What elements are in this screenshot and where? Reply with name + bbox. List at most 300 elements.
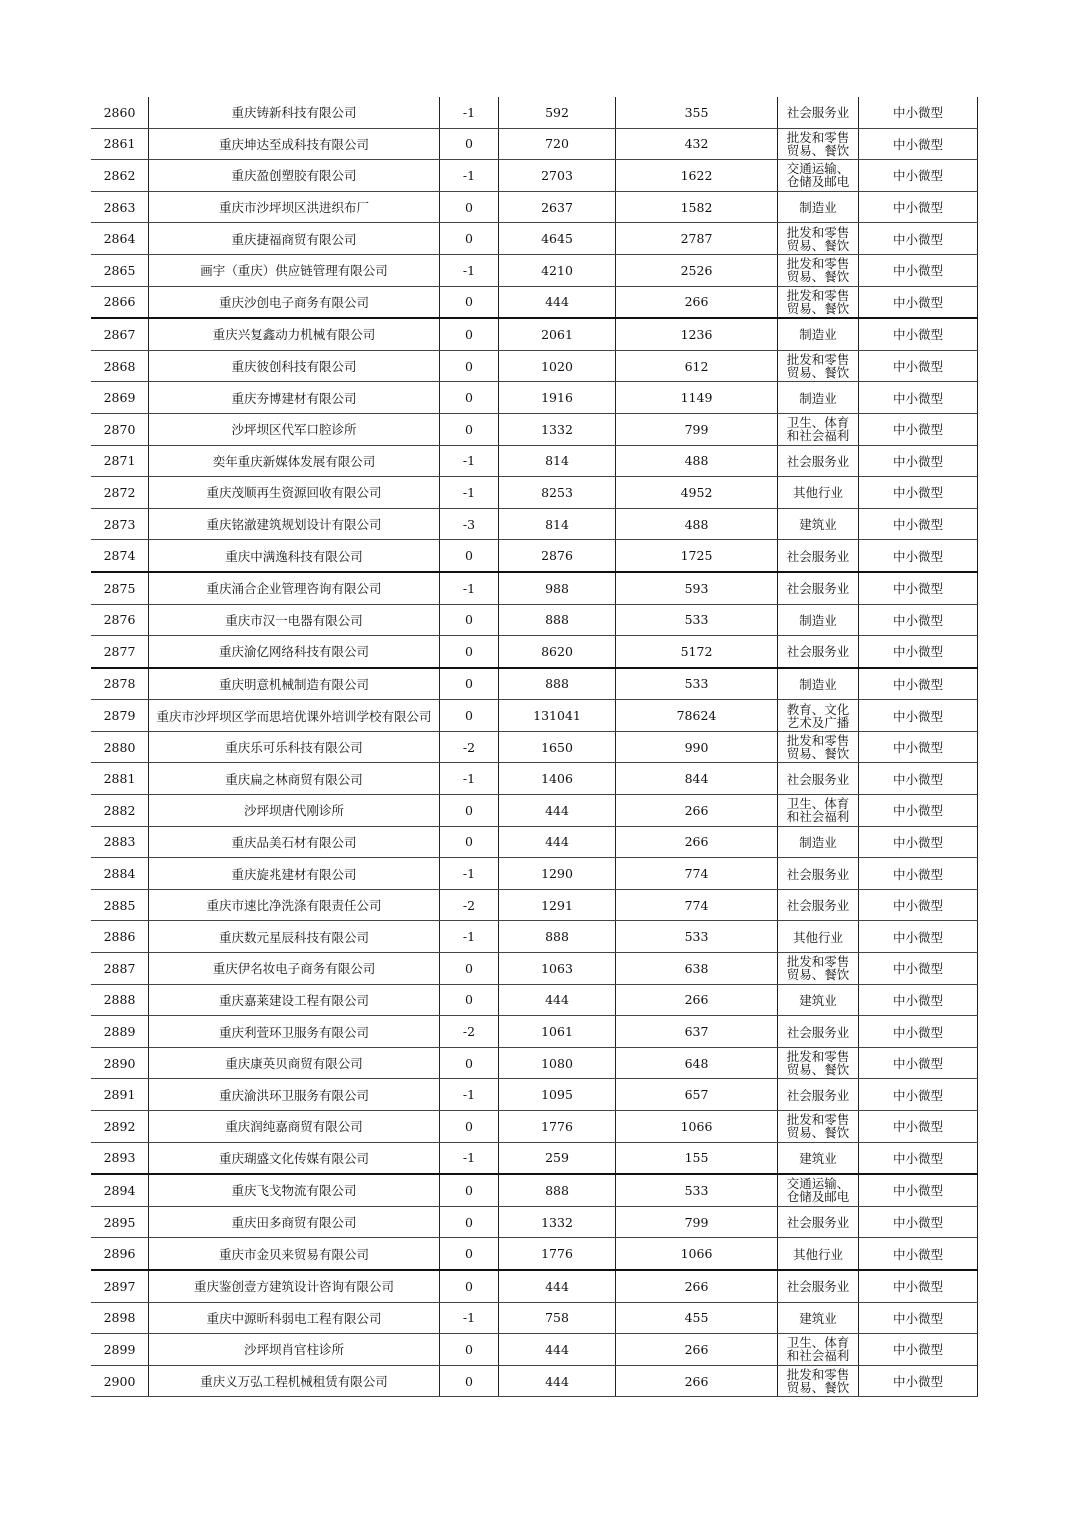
change-value	[440, 795, 499, 827]
size-cell-text: 中小微型	[892, 105, 943, 121]
value-a-text: 814	[545, 453, 569, 469]
industry-cell-text: 社会服务业	[786, 581, 850, 597]
table-row	[91, 97, 978, 128]
row-number	[91, 889, 149, 921]
industry-cell	[778, 254, 859, 286]
size-cell-text: 中小微型	[892, 327, 943, 343]
change-value-text: 0	[465, 1373, 473, 1389]
table-row	[91, 508, 978, 540]
value-a-text: 1020	[541, 358, 573, 374]
size-cell	[859, 731, 978, 763]
size-cell	[859, 382, 978, 414]
change-value-text: 0	[465, 326, 473, 342]
company-name-text: 重庆夯博建材有限公司	[231, 390, 357, 406]
size-cell-text: 中小微型	[892, 771, 943, 787]
row-number-text: 2881	[103, 771, 136, 787]
size-cell-text: 中小微型	[892, 453, 943, 469]
industry-cell	[778, 953, 859, 985]
table-row	[91, 763, 978, 795]
value-b	[616, 858, 778, 890]
industry-cell	[778, 1016, 859, 1048]
industry-cell	[778, 160, 859, 192]
value-a-text: 888	[545, 1182, 569, 1198]
size-cell-text: 中小微型	[892, 1087, 943, 1103]
table-row	[91, 1302, 978, 1334]
company-name	[149, 826, 440, 858]
size-cell-text: 中小微型	[892, 803, 943, 819]
value-b-text: 638	[684, 960, 709, 976]
row-number-text: 2874	[103, 548, 136, 564]
value-b	[616, 1142, 778, 1174]
value-b-text: 266	[684, 802, 709, 818]
value-a-text: 1095	[541, 1087, 573, 1103]
industry-cell	[778, 1365, 859, 1397]
industry-cell-text: 社会服务业	[786, 453, 850, 469]
size-cell	[859, 889, 978, 921]
change-value-text: 0	[465, 1278, 473, 1294]
value-b-text: 1236	[680, 326, 713, 342]
value-a	[499, 160, 616, 192]
table-row	[91, 731, 978, 763]
row-number	[91, 445, 149, 477]
company-name	[149, 921, 440, 953]
industry-cell-text: 制造业	[799, 676, 837, 692]
row-number	[91, 1365, 149, 1397]
value-a-text: 720	[545, 136, 569, 152]
value-b-text: 533	[684, 929, 709, 945]
change-value	[440, 350, 499, 382]
company-name-text: 重庆嘉莱建设工程有限公司	[218, 992, 369, 1008]
industry-cell-text: 批发和零售贸易、餐饮	[786, 1050, 850, 1077]
size-cell	[859, 413, 978, 445]
row-number	[91, 508, 149, 540]
company-name-text: 重庆康英贝商贸有限公司	[225, 1056, 363, 1072]
industry-cell	[778, 1142, 859, 1174]
change-value-text: -1	[462, 1087, 476, 1103]
size-cell-text: 中小微型	[892, 359, 943, 375]
size-cell	[859, 1302, 978, 1334]
value-b	[616, 128, 778, 160]
row-number	[91, 1047, 149, 1079]
change-value-text: -1	[462, 580, 476, 596]
change-value	[440, 889, 499, 921]
change-value-text: 0	[465, 676, 473, 692]
table-row	[91, 1206, 978, 1238]
row-number	[91, 413, 149, 445]
size-cell	[859, 795, 978, 827]
row-number	[91, 921, 149, 953]
size-cell	[859, 953, 978, 985]
change-value-text: 0	[465, 960, 473, 976]
row-number	[91, 160, 149, 192]
row-number-text: 2873	[103, 516, 136, 532]
change-value	[440, 254, 499, 286]
company-name-text: 重庆中满逸科技有限公司	[225, 548, 363, 564]
size-cell-text: 中小微型	[892, 676, 943, 692]
value-b	[616, 97, 778, 128]
size-cell-text: 中小微型	[892, 612, 943, 628]
table-row	[91, 984, 978, 1016]
value-a	[499, 795, 616, 827]
company-name	[149, 191, 440, 223]
industry-cell	[778, 826, 859, 858]
size-cell	[859, 984, 978, 1016]
company-name-text: 重庆品美石材有限公司	[231, 834, 357, 850]
value-a	[499, 984, 616, 1016]
change-value-text: -1	[462, 866, 476, 882]
industry-cell	[778, 350, 859, 382]
table-row	[91, 413, 978, 445]
company-name	[149, 128, 440, 160]
company-name-text: 重庆茂顺再生资源回收有限公司	[206, 485, 382, 501]
value-b	[616, 1079, 778, 1111]
value-b-text: 648	[684, 1055, 709, 1071]
table-row	[91, 636, 978, 668]
value-a-text: 1776	[541, 1246, 573, 1262]
table-row	[91, 1365, 978, 1397]
company-name	[149, 97, 440, 128]
company-name-text: 重庆市沙坪坝区学而思培优课外培训学校有限公司	[156, 708, 432, 724]
industry-cell-text: 交通运输、仓储及邮电	[786, 162, 850, 189]
change-value	[440, 1302, 499, 1334]
size-cell	[859, 1174, 978, 1206]
size-cell	[859, 1365, 978, 1397]
industry-cell	[778, 1174, 859, 1206]
size-cell-text: 中小微型	[892, 1279, 943, 1295]
size-cell	[859, 128, 978, 160]
value-b	[616, 572, 778, 604]
value-b-text: 1725	[680, 548, 713, 564]
industry-cell-text: 社会服务业	[786, 548, 850, 564]
company-name	[149, 254, 440, 286]
size-cell	[859, 636, 978, 668]
size-cell-text: 中小微型	[892, 168, 943, 184]
change-value-text: 0	[465, 1214, 473, 1230]
company-name	[149, 1206, 440, 1238]
value-a	[499, 953, 616, 985]
value-a-text: 131041	[533, 708, 581, 724]
size-cell-text: 中小微型	[892, 992, 943, 1008]
value-b-text: 612	[684, 358, 709, 374]
size-cell	[859, 604, 978, 636]
company-name	[149, 668, 440, 700]
change-value	[440, 318, 499, 350]
row-number	[91, 1334, 149, 1366]
value-a	[499, 604, 616, 636]
value-a	[499, 1047, 616, 1079]
value-a	[499, 223, 616, 255]
value-a	[499, 508, 616, 540]
value-b-text: 1622	[680, 167, 713, 183]
size-cell	[859, 763, 978, 795]
row-number-text: 2862	[103, 167, 136, 183]
table-row	[91, 286, 978, 318]
industry-cell-text: 批发和零售贸易、餐饮	[786, 130, 850, 157]
industry-cell	[778, 1206, 859, 1238]
value-b	[616, 508, 778, 540]
row-number	[91, 953, 149, 985]
value-a-text: 444	[545, 802, 569, 818]
row-number	[91, 1079, 149, 1111]
size-cell	[859, 668, 978, 700]
industry-cell-text: 社会服务业	[786, 644, 850, 660]
industry-cell	[778, 191, 859, 223]
value-a	[499, 128, 616, 160]
size-cell	[859, 1047, 978, 1079]
value-a	[499, 413, 616, 445]
industry-cell-text: 批发和零售贸易、餐饮	[786, 288, 850, 315]
change-value-text: 0	[465, 1118, 473, 1134]
table-row	[91, 477, 978, 509]
value-a-text: 444	[545, 992, 569, 1008]
value-a-text: 8253	[541, 484, 573, 500]
row-number-text: 2876	[103, 612, 136, 628]
table-body	[91, 97, 978, 1397]
size-cell	[859, 223, 978, 255]
value-b-text: 2526	[680, 262, 713, 278]
value-b-text: 266	[684, 834, 709, 850]
company-name-text: 重庆瑚盛文化传媒有限公司	[218, 1150, 369, 1166]
size-cell	[859, 191, 978, 223]
table-row	[91, 1111, 978, 1143]
row-number-text: 2886	[103, 929, 136, 945]
value-a-text: 888	[545, 929, 569, 945]
value-a-text: 1332	[541, 1214, 573, 1230]
value-a	[499, 668, 616, 700]
industry-cell	[778, 413, 859, 445]
company-name	[149, 160, 440, 192]
company-name-text: 重庆铸新科技有限公司	[231, 105, 357, 121]
size-cell	[859, 700, 978, 732]
change-value-text: 0	[465, 612, 473, 628]
size-cell-text: 中小微型	[892, 231, 943, 247]
value-b-text: 2787	[680, 231, 713, 247]
value-b	[616, 636, 778, 668]
change-value-text: 0	[465, 421, 473, 437]
row-number-text: 2895	[103, 1214, 136, 1230]
change-value-text: 0	[465, 708, 473, 724]
size-cell	[859, 286, 978, 318]
row-number-text: 2865	[103, 262, 136, 278]
industry-cell	[778, 636, 859, 668]
change-value-text: 0	[465, 802, 473, 818]
change-value	[440, 223, 499, 255]
industry-cell-text: 社会服务业	[786, 1087, 850, 1103]
industry-cell-text: 制造业	[799, 200, 837, 216]
row-number	[91, 477, 149, 509]
value-b	[616, 921, 778, 953]
value-b	[616, 604, 778, 636]
table-row	[91, 128, 978, 160]
value-b-text: 990	[684, 739, 709, 755]
table-row	[91, 160, 978, 192]
value-b-text: 432	[684, 136, 709, 152]
value-a	[499, 636, 616, 668]
table-row	[91, 668, 978, 700]
size-cell-text: 中小微型	[892, 390, 943, 406]
size-cell-text: 中小微型	[892, 263, 943, 279]
value-a	[499, 731, 616, 763]
size-cell-text: 中小微型	[892, 1215, 943, 1231]
industry-cell	[778, 286, 859, 318]
industry-cell	[778, 731, 859, 763]
industry-cell-text: 建筑业	[799, 1310, 837, 1326]
change-value-text: -1	[462, 484, 476, 500]
size-cell	[859, 858, 978, 890]
table-row	[91, 1270, 978, 1302]
size-cell-text: 中小微型	[892, 422, 943, 438]
industry-cell	[778, 477, 859, 509]
value-a	[499, 889, 616, 921]
row-number	[91, 668, 149, 700]
value-b-text: 355	[684, 104, 709, 120]
value-b-text: 5172	[680, 643, 713, 659]
size-cell-text: 中小微型	[892, 1374, 943, 1390]
value-a	[499, 1270, 616, 1302]
table-row	[91, 572, 978, 604]
size-cell	[859, 1206, 978, 1238]
value-a-text: 444	[545, 1373, 569, 1389]
change-value	[440, 1270, 499, 1302]
value-a	[499, 1334, 616, 1366]
industry-cell-text: 社会服务业	[786, 771, 850, 787]
size-cell	[859, 1270, 978, 1302]
industry-cell	[778, 508, 859, 540]
row-number	[91, 731, 149, 763]
value-a-text: 444	[545, 294, 569, 310]
industry-cell	[778, 318, 859, 350]
change-value-text: 0	[465, 548, 473, 564]
industry-cell	[778, 858, 859, 890]
value-a-text: 592	[545, 104, 569, 120]
value-a-text: 2876	[541, 548, 573, 564]
company-name	[149, 540, 440, 572]
value-b	[616, 445, 778, 477]
industry-cell-text: 制造业	[799, 612, 837, 628]
value-a	[499, 572, 616, 604]
value-a-text: 444	[545, 1278, 569, 1294]
value-b	[616, 1270, 778, 1302]
row-number	[91, 191, 149, 223]
industry-cell-text: 建筑业	[799, 1150, 837, 1166]
company-name-text: 重庆捷福商贸有限公司	[231, 231, 357, 247]
company-name	[149, 763, 440, 795]
row-number	[91, 1142, 149, 1174]
value-a	[499, 1302, 616, 1334]
value-a	[499, 382, 616, 414]
value-b	[616, 318, 778, 350]
company-name	[149, 286, 440, 318]
value-b-text: 78624	[676, 708, 717, 724]
change-value	[440, 731, 499, 763]
value-b-text: 533	[684, 612, 709, 628]
change-value-text: 0	[465, 294, 473, 310]
company-name	[149, 445, 440, 477]
row-number-text: 2872	[103, 484, 136, 500]
row-number-text: 2900	[103, 1373, 136, 1389]
row-number-text: 2887	[103, 960, 136, 976]
size-cell-text: 中小微型	[892, 961, 943, 977]
value-a-text: 4645	[541, 231, 573, 247]
row-number-text: 2867	[103, 326, 136, 342]
row-number-text: 2893	[103, 1150, 136, 1166]
size-cell-text: 中小微型	[892, 898, 943, 914]
row-number-text: 2888	[103, 992, 136, 1008]
value-b	[616, 382, 778, 414]
row-number	[91, 318, 149, 350]
value-a-text: 1406	[541, 771, 573, 787]
size-cell-text: 中小微型	[892, 1246, 943, 1262]
table-row	[91, 350, 978, 382]
company-name-text: 重庆鉴创壹方建筑设计咨询有限公司	[193, 1279, 394, 1295]
company-name-text: 重庆乐可乐科技有限公司	[225, 740, 363, 756]
change-value	[440, 128, 499, 160]
change-value	[440, 826, 499, 858]
industry-cell	[778, 128, 859, 160]
company-name-text: 重庆沙创电子商务有限公司	[218, 294, 369, 310]
value-b-text: 533	[684, 676, 709, 692]
table-row	[91, 604, 978, 636]
value-b	[616, 1206, 778, 1238]
value-a-text: 1063	[541, 960, 573, 976]
row-number	[91, 604, 149, 636]
value-b-text: 266	[684, 294, 709, 310]
size-cell	[859, 508, 978, 540]
change-value-text: 0	[465, 358, 473, 374]
change-value-text: 0	[465, 992, 473, 1008]
change-value	[440, 858, 499, 890]
industry-cell	[778, 1111, 859, 1143]
value-b-text: 1066	[680, 1118, 713, 1134]
company-name-text: 沙坪坝肖官柱诊所	[243, 1342, 344, 1358]
change-value	[440, 604, 499, 636]
change-value-text: -2	[462, 897, 476, 913]
value-b	[616, 763, 778, 795]
company-name-text: 重庆市汉一电器有限公司	[225, 612, 363, 628]
value-b-text: 799	[684, 1214, 709, 1230]
row-number-text: 2884	[103, 866, 136, 882]
company-name	[149, 700, 440, 732]
change-value-text: -1	[462, 929, 476, 945]
value-b	[616, 731, 778, 763]
industry-cell-text: 批发和零售贸易、餐饮	[786, 225, 850, 252]
industry-cell	[778, 1302, 859, 1334]
size-cell	[859, 1079, 978, 1111]
value-b-text: 844	[684, 771, 709, 787]
table-row	[91, 1334, 978, 1366]
value-b-text: 637	[684, 1024, 709, 1040]
industry-cell	[778, 382, 859, 414]
value-a	[499, 445, 616, 477]
row-number-text: 2898	[103, 1310, 136, 1326]
company-name	[149, 572, 440, 604]
row-number	[91, 223, 149, 255]
table-row	[91, 445, 978, 477]
company-name	[149, 795, 440, 827]
value-a	[499, 477, 616, 509]
change-value	[440, 413, 499, 445]
company-name	[149, 858, 440, 890]
change-value-text: -1	[462, 1310, 476, 1326]
value-a	[499, 318, 616, 350]
company-name	[149, 984, 440, 1016]
company-name-text: 重庆扁之林商贸有限公司	[225, 771, 363, 787]
row-number-text: 2897	[103, 1278, 136, 1294]
company-name-text: 重庆明意机械制造有限公司	[218, 676, 369, 692]
industry-cell-text: 其他行业	[792, 1246, 843, 1262]
industry-cell	[778, 921, 859, 953]
size-cell-text: 中小微型	[892, 1183, 943, 1199]
